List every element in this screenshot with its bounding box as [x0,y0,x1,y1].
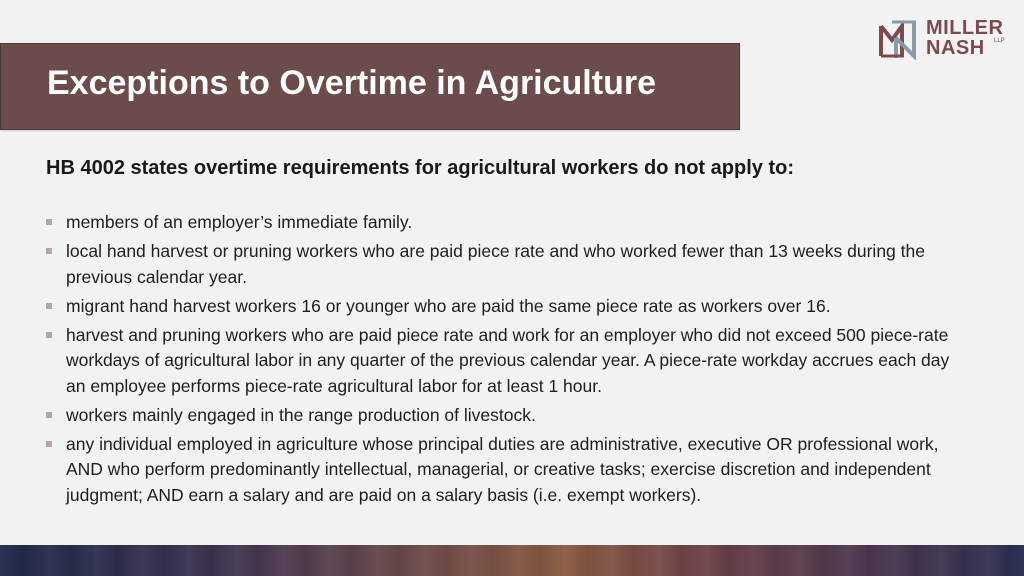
bullet-square-icon [46,219,52,225]
decorative-bottom-bar [0,545,1024,576]
logo-word-nash: NASH [926,37,985,59]
bullet-square-icon [46,248,52,254]
slide-title: Exceptions to Overtime in Agriculture [47,64,656,102]
slide-subtitle: HB 4002 states overtime requirements for agricultural workers do not apply to: [46,157,794,179]
bullet-square-icon [46,441,52,447]
miller-nash-logo-mark-icon [878,18,920,60]
bullet-text: local hand harvest or pruning workers who are paid piece rate and who worked fewer than 13 weeks during the previous calendar year. [66,241,925,287]
title-banner [0,43,740,130]
miller-nash-logo [878,16,1008,62]
bullet-item [46,323,966,400]
bullet-item [46,210,966,236]
logo-llp: LLP [994,38,1005,44]
bullet-item [46,239,966,290]
bullet-text: any individual employed in agriculture whose principal duties are administrative, executive OR professional work, AND who perform predominantly intellectual, managerial, or creative tasks; exercise discretion and independent judgment; AND earn a salary and are paid on a salary basis (i.e. exempt workers). [66,433,939,505]
bullet-item [46,432,966,509]
bullet-text: workers mainly engaged in the range production of livestock. [66,404,536,425]
bullet-text: members of an employer’s immediate family. [66,212,413,232]
bullet-square-icon [46,332,52,338]
logo-word-miller: MILLER [926,17,1004,39]
bullet-list [46,210,966,512]
bullet-square-icon [46,412,52,418]
bullet-item [46,294,966,320]
bullet-text: migrant hand harvest workers 16 or younger who are paid the same piece rate as workers over 16. [66,295,831,316]
bullet-text: harvest and pruning workers who are paid piece rate and work for an employer who did not exceed 500 piece-rate workdays of agricultural labor in any quarter of the previous calendar year. A piece-rate workday accrues each day an employee performs piece-rate agricultural labor for at least 1 hour. [66,324,950,396]
bullet-square-icon [46,303,52,309]
bullet-item [46,403,966,429]
